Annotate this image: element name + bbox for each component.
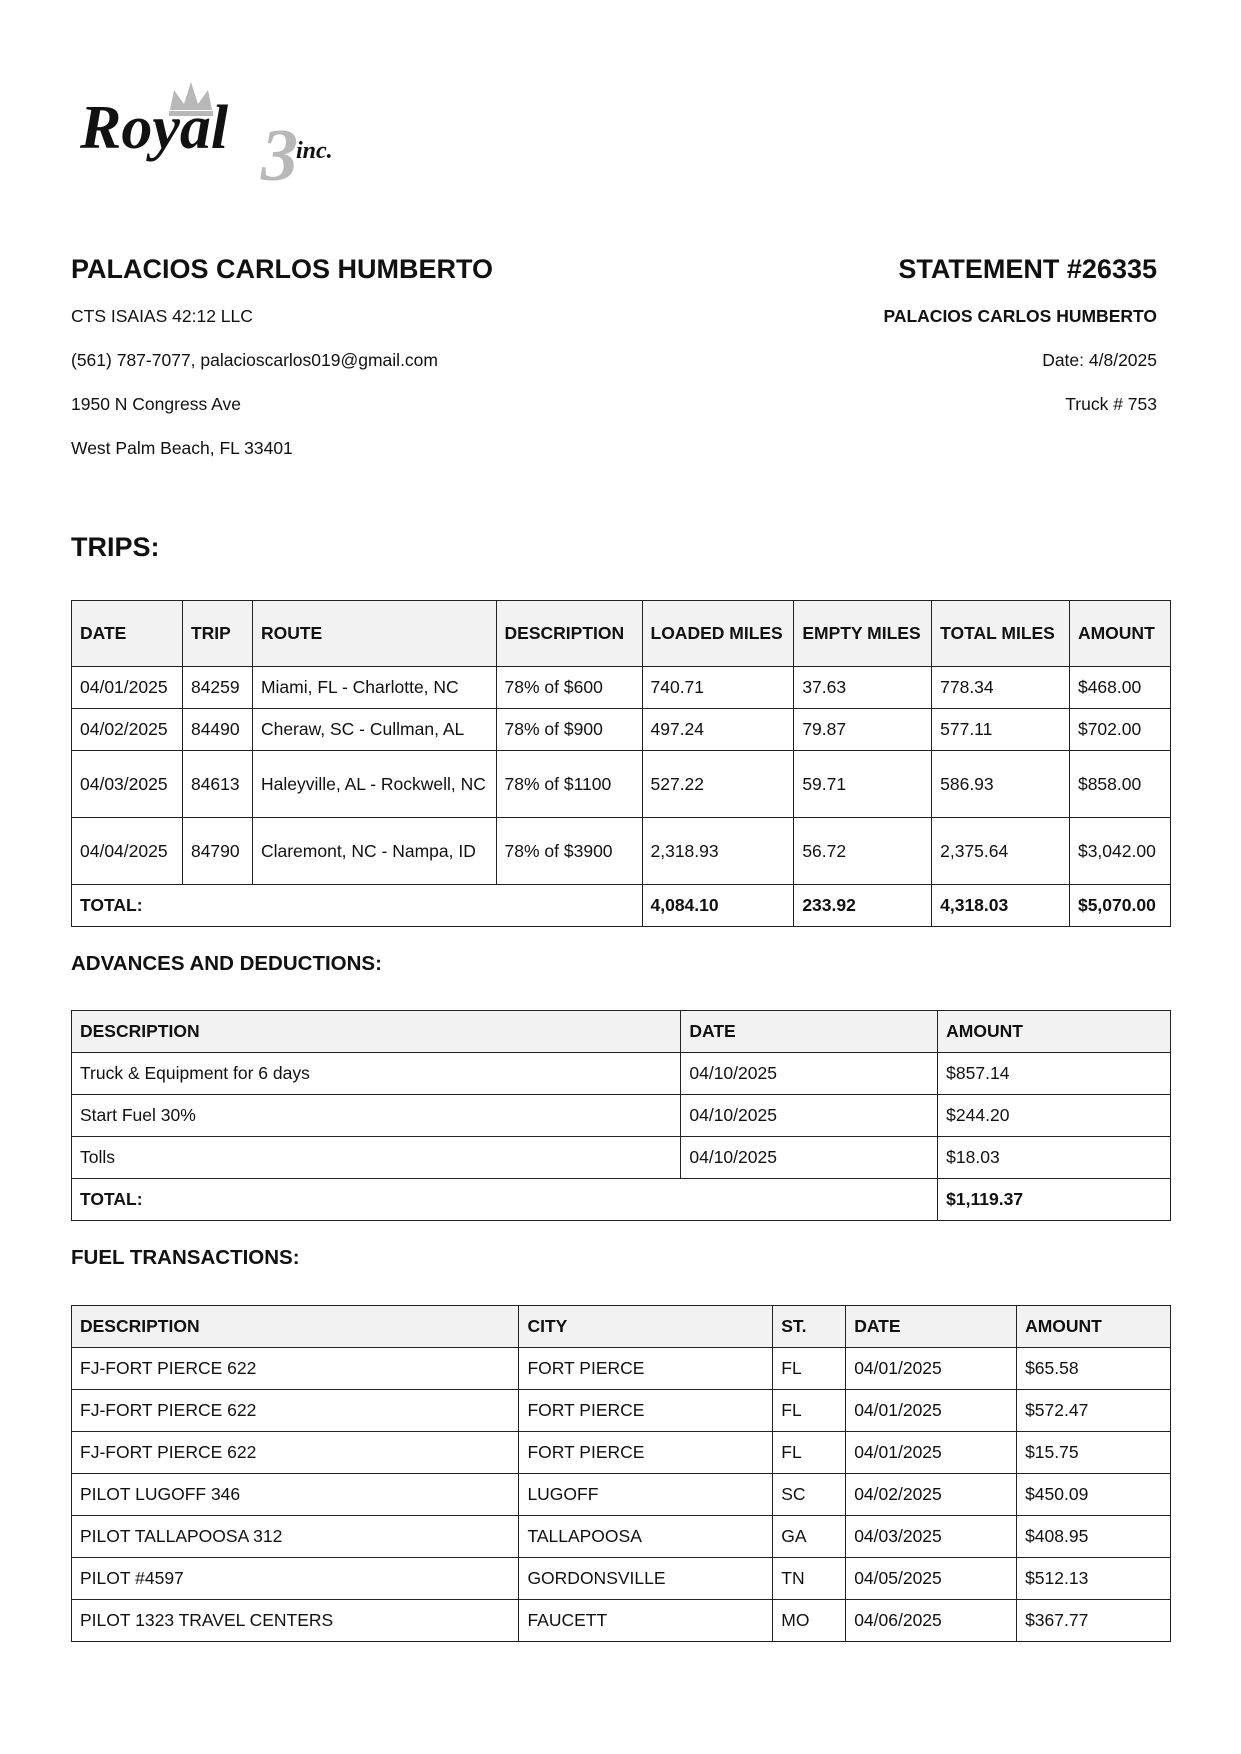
table-row [72,709,1171,751]
trips-header-amount: AMOUNT [1069,601,1170,667]
trip-route: Miami, FL - Charlotte, NC [252,667,496,709]
trip-amount: $3,042.00 [1069,818,1170,885]
fuel-amount: $572.47 [1017,1390,1171,1432]
fuel-amount: $408.95 [1017,1516,1171,1558]
fuel-header-city: CITY [519,1306,773,1348]
fuel-description: PILOT 1323 TRAVEL CENTERS [72,1600,519,1642]
trips-header-row [72,601,1171,667]
fuel-city: FORT PIERCE [519,1390,773,1432]
fuel-description: FJ-FORT PIERCE 622 [72,1390,519,1432]
fuel-date: 04/01/2025 [846,1432,1017,1474]
fuel-state: FL [773,1390,846,1432]
table-row [72,1348,1171,1390]
driver-address-line2: West Palm Beach, FL 33401 [71,438,293,458]
fuel-description: FJ-FORT PIERCE 622 [72,1432,519,1474]
fuel-date: 04/06/2025 [846,1600,1017,1642]
fuel-city: GORDONSVILLE [519,1558,773,1600]
trip-amount: $702.00 [1069,709,1170,751]
fuel-amount: $512.13 [1017,1558,1171,1600]
trip-amount: $858.00 [1069,751,1170,818]
fuel-state: FL [773,1348,846,1390]
fuel-city: FAUCETT [519,1600,773,1642]
trip-number: 84490 [182,709,252,751]
trip-date: 04/04/2025 [72,818,183,885]
table-row [72,1600,1171,1642]
fuel-state: SC [773,1474,846,1516]
driver-contact: (561) 787-7077, palacioscarlos019@gmail.com [71,350,438,370]
trips-total-miles: 4,318.03 [932,885,1070,927]
trips-header-date: DATE [72,601,183,667]
fuel-header-state: ST. [773,1306,846,1348]
advances-total-amount: $1,119.37 [938,1179,1171,1221]
statement-truck: Truck # 753 [1065,394,1157,414]
trip-loaded-miles: 2,318.93 [642,818,794,885]
fuel-description: FJ-FORT PIERCE 622 [72,1348,519,1390]
statement-date: Date: 4/8/2025 [1042,350,1157,370]
fuel-description: PILOT LUGOFF 346 [72,1474,519,1516]
advances-header-amount: AMOUNT [938,1011,1171,1053]
trip-total-miles: 586.93 [932,751,1070,818]
fuel-section-title: FUEL TRANSACTIONS: [71,1246,300,1269]
driver-address-line1: 1950 N Congress Ave [71,394,241,414]
fuel-header-date: DATE [846,1306,1017,1348]
advances-total-label: TOTAL: [72,1179,938,1221]
advances-section-title: ADVANCES AND DEDUCTIONS: [71,952,382,975]
trip-loaded-miles: 497.24 [642,709,794,751]
trip-description: 78% of $900 [496,709,642,751]
fuel-date: 04/05/2025 [846,1558,1017,1600]
fuel-amount: $15.75 [1017,1432,1171,1474]
table-row [72,1516,1171,1558]
advances-table [71,1010,1171,1221]
logo-brand-text: Royal [80,94,229,162]
trip-total-miles: 577.11 [932,709,1070,751]
trip-empty-miles: 56.72 [794,818,932,885]
driver-info [71,250,631,470]
fuel-amount: $65.58 [1017,1348,1171,1390]
fuel-state: MO [773,1600,846,1642]
fuel-date: 04/01/2025 [846,1348,1017,1390]
fuel-city: FORT PIERCE [519,1432,773,1474]
trips-section-title: TRIPS: [71,532,160,562]
logo-suffix-text: inc. [296,138,333,164]
trips-header-empty-miles: EMPTY MILES [794,601,932,667]
advance-amount: $857.14 [938,1053,1171,1095]
advances-header-description: DESCRIPTION [72,1011,681,1053]
trips-header-description: DESCRIPTION [496,601,642,667]
fuel-city: FORT PIERCE [519,1348,773,1390]
driver-company: CTS ISAIAS 42:12 LLC [71,306,253,326]
trip-date: 04/03/2025 [72,751,183,818]
table-row [72,667,1171,709]
fuel-table [71,1305,1171,1642]
fuel-state: GA [773,1516,846,1558]
trip-description: 78% of $600 [496,667,642,709]
advance-description: Tolls [72,1137,681,1179]
trips-table [71,600,1171,927]
trips-total-loaded-miles: 4,084.10 [642,885,794,927]
trip-route: Cheraw, SC - Cullman, AL [252,709,496,751]
fuel-header-row [72,1306,1171,1348]
advances-header-date: DATE [681,1011,938,1053]
trip-description: 78% of $3900 [496,818,642,885]
trips-total-empty-miles: 233.92 [794,885,932,927]
trip-loaded-miles: 527.22 [642,751,794,818]
advance-date: 04/10/2025 [681,1095,938,1137]
table-row [72,1095,1171,1137]
table-row [72,1558,1171,1600]
trip-number: 84790 [182,818,252,885]
royal-3-inc-logo [78,78,378,190]
advance-amount: $18.03 [938,1137,1171,1179]
trip-route: Haleyville, AL - Rockwell, NC [252,751,496,818]
trip-description: 78% of $1100 [496,751,642,818]
trip-number: 84613 [182,751,252,818]
fuel-state: TN [773,1558,846,1600]
statement-title: STATEMENT #26335 [898,254,1157,284]
advances-header-row [72,1011,1171,1053]
fuel-description: PILOT TALLAPOOSA 312 [72,1516,519,1558]
fuel-city: LUGOFF [519,1474,773,1516]
table-row [72,818,1171,885]
advance-date: 04/10/2025 [681,1137,938,1179]
trip-total-miles: 2,375.64 [932,818,1070,885]
trip-empty-miles: 59.71 [794,751,932,818]
table-row [72,1390,1171,1432]
advances-total-row [72,1179,1171,1221]
trip-empty-miles: 37.63 [794,667,932,709]
table-row [72,751,1171,818]
company-logo [78,78,378,190]
trips-header-route: ROUTE [252,601,496,667]
trips-header-loaded-miles: LOADED MILES [642,601,794,667]
trips-total-row [72,885,1171,927]
advance-amount: $244.20 [938,1095,1171,1137]
trip-empty-miles: 79.87 [794,709,932,751]
logo-numeral-text: 3 [261,115,298,190]
table-row [72,1137,1171,1179]
advance-date: 04/10/2025 [681,1053,938,1095]
statement-payee: PALACIOS CARLOS HUMBERTO [883,306,1157,326]
fuel-header-amount: AMOUNT [1017,1306,1171,1348]
trip-loaded-miles: 740.71 [642,667,794,709]
table-row [72,1474,1171,1516]
fuel-amount: $367.77 [1017,1600,1171,1642]
fuel-date: 04/01/2025 [846,1390,1017,1432]
fuel-description: PILOT #4597 [72,1558,519,1600]
trips-total-label: TOTAL: [72,885,643,927]
driver-name: PALACIOS CARLOS HUMBERTO [71,254,494,284]
trip-total-miles: 778.34 [932,667,1070,709]
trip-number: 84259 [182,667,252,709]
fuel-header-description: DESCRIPTION [72,1306,519,1348]
fuel-date: 04/03/2025 [846,1516,1017,1558]
trip-amount: $468.00 [1069,667,1170,709]
fuel-amount: $450.09 [1017,1474,1171,1516]
table-row [72,1432,1171,1474]
table-row [72,1053,1171,1095]
fuel-state: FL [773,1432,846,1474]
statement-info [637,250,1157,426]
trips-total-amount: $5,070.00 [1069,885,1170,927]
advance-description: Truck & Equipment for 6 days [72,1053,681,1095]
fuel-city: TALLAPOOSA [519,1516,773,1558]
trip-date: 04/01/2025 [72,667,183,709]
trip-route: Claremont, NC - Nampa, ID [252,818,496,885]
trips-header-total-miles: TOTAL MILES [932,601,1070,667]
trips-header-trip: TRIP [182,601,252,667]
advance-description: Start Fuel 30% [72,1095,681,1137]
fuel-date: 04/02/2025 [846,1474,1017,1516]
trip-date: 04/02/2025 [72,709,183,751]
